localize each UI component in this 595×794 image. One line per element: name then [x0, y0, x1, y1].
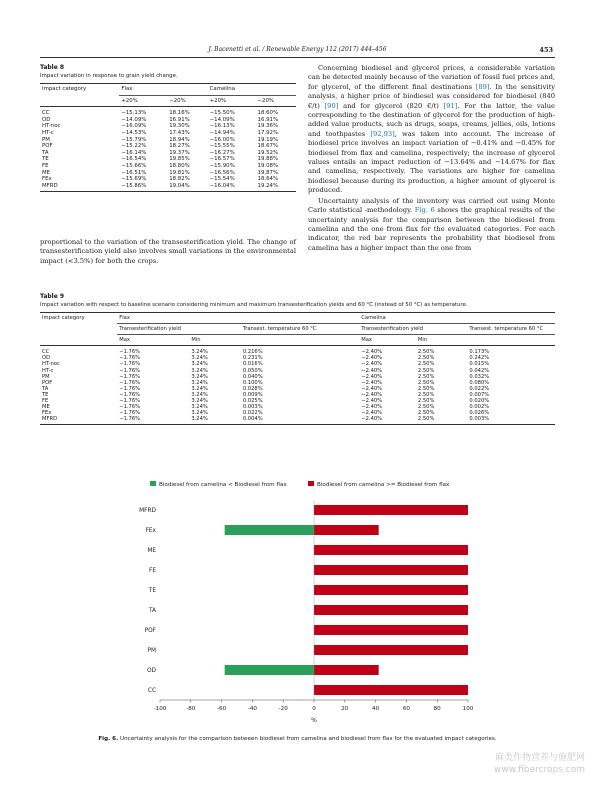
table-cell: −15.69% — [121, 176, 147, 183]
x-tick-label: -20 — [278, 706, 288, 712]
table-cell: −2.40% — [361, 373, 383, 380]
row-category: HT-c — [42, 367, 54, 374]
table-cell: 18.82% — [169, 176, 190, 183]
category-label: TE — [148, 588, 156, 594]
row-category: POF — [42, 379, 53, 386]
table-cell: 0.242% — [469, 355, 490, 362]
table-cell: −14.53% — [121, 129, 147, 136]
t9-group-camelina: Camelina — [359, 313, 555, 324]
category-label: MFRD — [139, 508, 156, 514]
table-cell: 2.50% — [417, 385, 435, 392]
table-row — [40, 130, 296, 137]
table-cell: 19.88% — [257, 156, 279, 163]
table-9 — [40, 293, 555, 425]
text-run: shows the graphical results of the uncertainty analysis for the comparison between the biodiesel from camelina and the one from flax for the evaluated categories. For each indicator, the red bar represents the probability that biodiesel from camelina has a higher impact than the one from — [308, 206, 555, 252]
table-cell: 3.24% — [191, 349, 208, 356]
table-cell: −16.14% — [121, 149, 147, 156]
table-cell: 0.050% — [242, 367, 263, 374]
t9-col-category: Impact category — [40, 313, 117, 324]
text-run: . For the latter, the value corresponding to the destination of glycerol for the production of high-added value products, such as drugs, soaps, creams, jellies, oils, lotions and toothpastes — [308, 101, 555, 138]
row-category: ME — [42, 404, 50, 411]
table-cell: 0.173% — [469, 349, 490, 356]
page-number: 453 — [539, 46, 553, 54]
row-category: FEx — [42, 410, 52, 417]
table-cell: −1.76% — [119, 373, 141, 380]
table-cell: −2.40% — [361, 398, 383, 405]
table-cell: 19.04% — [167, 183, 207, 192]
table-cell: 18.94% — [169, 136, 190, 143]
table-cell: 18.60% — [257, 110, 279, 117]
table-cell: −14.94% — [209, 129, 235, 136]
bar-chart-svg — [120, 478, 520, 733]
table-cell: −15.54% — [209, 176, 235, 183]
table-cell: 0.009% — [242, 391, 263, 398]
t9-max: Max — [117, 335, 189, 346]
table-cell: −2.40% — [359, 416, 416, 425]
table-cell: −15.66% — [121, 162, 147, 169]
table-cell: 19.52% — [257, 149, 279, 156]
table-row — [40, 176, 296, 183]
table-cell: 17.43% — [169, 129, 190, 136]
table-cell: −15.50% — [209, 110, 235, 117]
table-cell: −1.76% — [119, 404, 141, 411]
table-9-caption: Impact variation with respect to baseline scenario considering minimum and maximum transesterification yields and 60 °C (instead of 50 °C) as temperature. — [40, 302, 468, 308]
row-category: TE — [42, 156, 49, 163]
table-8-caption: Impact variation in response to grain yield change. — [40, 73, 178, 79]
table-cell: 2.50% — [416, 416, 468, 425]
bar-cc — [314, 685, 468, 695]
table-cell: 0.028% — [242, 385, 263, 392]
legend-swatch — [308, 481, 314, 486]
table-cell: −16.57% — [209, 156, 235, 163]
category-label: CC — [147, 688, 156, 694]
table-cell: −15.22% — [121, 143, 147, 150]
table-cell: 2.50% — [417, 410, 435, 417]
table-cell: 0.020% — [469, 398, 490, 405]
table-cell: −16.09% — [121, 123, 147, 130]
table-cell: −16.56% — [209, 169, 235, 176]
table-row — [40, 416, 555, 425]
table-cell: −1.76% — [119, 391, 141, 398]
table-cell: 0.002% — [469, 404, 490, 411]
row-category: ME — [42, 169, 51, 176]
t9-sub-temp: Transest. temperature 60 °C — [467, 324, 555, 335]
t9-sub-empty — [241, 335, 359, 346]
category-label: OD — [146, 668, 156, 674]
table-cell: 0.016% — [242, 361, 263, 368]
running-head: J. Bacenetti et al. / Renewable Energy 112 (2017) 444–456 — [208, 46, 387, 53]
t8-sub-empty — [40, 95, 119, 107]
table-row — [40, 163, 296, 170]
table-cell: 3.24% — [189, 416, 241, 425]
table-cell: 19.36% — [257, 123, 279, 130]
table-cell: −16.54% — [121, 156, 147, 163]
table-cell: −1.76% — [119, 361, 141, 368]
legend-swatch — [150, 481, 156, 486]
text-run: Concerning biodiesel and glycerol prices, a considerable variation can be detected mainly because of the variation of fossil fuel prices and, for glycerol, of the different final destinations — [308, 64, 555, 91]
table-cell: 2.50% — [417, 349, 435, 356]
bar-fex — [225, 525, 314, 535]
t9-min: Min — [416, 335, 468, 346]
table-row — [40, 137, 296, 144]
row-category: FEx — [42, 176, 52, 183]
row-category: POF — [42, 143, 53, 150]
bar-mfrd — [314, 505, 468, 515]
row-category: TA — [42, 385, 49, 392]
category-label: FEx — [145, 528, 156, 534]
table-8 — [40, 64, 296, 192]
table-cell: −15.55% — [209, 143, 235, 150]
table-row — [40, 107, 296, 117]
table-cell: 19.30% — [169, 123, 190, 130]
table-cell: 3.24% — [191, 367, 208, 374]
x-tick-label: 40 — [372, 706, 380, 712]
table-9-grid — [40, 312, 555, 425]
table-cell: 2.50% — [417, 391, 435, 398]
table-cell: 3.24% — [191, 373, 208, 380]
table-cell: −2.40% — [361, 385, 383, 392]
x-tick-label: -80 — [186, 706, 196, 712]
table-cell: 0.007% — [469, 391, 490, 398]
category-label: FE — [149, 568, 156, 574]
t9-sub-empty — [40, 324, 117, 335]
table-cell: 2.50% — [417, 379, 435, 386]
table-cell: 0.032% — [469, 373, 490, 380]
table-cell: 18.16% — [169, 110, 190, 117]
table-row — [40, 150, 296, 157]
t8-sub-header: +20% — [119, 95, 167, 107]
table-cell: −1.76% — [119, 355, 141, 362]
table-cell: 19.08% — [257, 162, 279, 169]
row-category: MFRD — [40, 183, 119, 192]
row-category: FE — [42, 162, 49, 169]
text-run: . In the sensitivity analysis, a higher price of biodiesel was considered for biodiesel (840 €/t) — [308, 82, 555, 110]
t8-sub-header: −20% — [256, 95, 296, 107]
right-column — [308, 64, 555, 254]
table-cell: 18.80% — [169, 162, 190, 169]
table-cell: −1.76% — [119, 410, 141, 417]
bar-te — [314, 585, 468, 595]
t8-group-camelina: Camelina — [208, 84, 296, 96]
citation-link[interactable]: [91] — [443, 101, 458, 110]
table-row — [40, 143, 296, 150]
watermark-line: www.fibercrops.com — [494, 765, 585, 775]
table-cell: 0.100% — [242, 379, 263, 386]
row-category: HT-noc — [42, 361, 60, 368]
table-cell: 2.50% — [417, 404, 435, 411]
t8-group-flax: Flax — [119, 84, 207, 96]
table-cell: −2.40% — [361, 379, 383, 386]
table-9-label: Table 9 — [40, 293, 65, 300]
bar-pof — [314, 625, 468, 635]
table-cell: 0.022% — [242, 410, 263, 417]
bar-ta — [314, 605, 468, 615]
table-cell: 3.24% — [191, 361, 208, 368]
table-cell: 18.27% — [169, 143, 190, 150]
t8-sub-header: −20% — [167, 95, 207, 107]
citation-link[interactable]: [92,93] — [370, 129, 395, 138]
row-category: CC — [42, 349, 50, 356]
table-cell: 19.87% — [257, 169, 279, 176]
header-rule — [40, 57, 555, 58]
table-cell: 0.040% — [242, 373, 263, 380]
table-cell: −2.40% — [361, 349, 383, 356]
figure-6-caption — [40, 735, 555, 743]
bar-pm — [314, 645, 468, 655]
table-8-grid — [40, 83, 296, 192]
table-cell: 16.91% — [169, 116, 190, 123]
figure-6-chart — [120, 478, 520, 733]
bar-me — [314, 545, 468, 555]
table-cell: −16.51% — [121, 169, 147, 176]
table-cell: 18.67% — [257, 143, 279, 150]
table-row — [40, 117, 296, 124]
table-cell: −2.40% — [361, 404, 383, 411]
x-tick-label: -40 — [247, 706, 257, 712]
x-tick-label: 0 — [312, 706, 316, 712]
bar-fe — [314, 565, 468, 575]
citation-link[interactable]: [90] — [324, 101, 339, 110]
category-label: ME — [147, 548, 156, 554]
x-tick-label: 80 — [433, 706, 441, 712]
x-tick-label: 100 — [462, 706, 474, 712]
row-category: OD — [42, 355, 51, 362]
t9-sub-yield: Transesterification yield — [117, 324, 241, 335]
t9-min: Min — [189, 335, 241, 346]
table-cell: 0.042% — [469, 367, 490, 374]
table-cell: 0.231% — [242, 355, 263, 362]
table-cell: 2.50% — [417, 355, 435, 362]
paragraph — [308, 197, 555, 253]
table-row — [40, 346, 555, 356]
table-cell: −16.13% — [209, 123, 235, 130]
x-tick-label: 60 — [402, 706, 410, 712]
table-cell: 0.022% — [469, 385, 490, 392]
table-cell: 0.216% — [242, 349, 263, 356]
table-cell: 3.24% — [191, 404, 208, 411]
table-cell: 2.50% — [417, 361, 435, 368]
text-run: and for glycerol (820 €/t) — [338, 101, 444, 110]
watermark-line: 麻类作物营养与施肥网 — [494, 753, 585, 763]
table-row — [40, 183, 296, 192]
table-cell: −16.04% — [208, 183, 256, 192]
t9-group-flax: Flax — [117, 313, 359, 324]
table-cell: −1.76% — [119, 379, 141, 386]
t9-sub-temp: Transest. temperature 60 °C — [241, 324, 359, 335]
t9-max: Max — [359, 335, 416, 346]
table-cell: −1.76% — [119, 385, 141, 392]
x-axis-label: % — [311, 717, 317, 724]
table-cell: 3.24% — [191, 410, 208, 417]
table-cell: 18.64% — [257, 176, 279, 183]
x-tick-label: -100 — [153, 706, 167, 712]
table-cell: 17.92% — [257, 129, 279, 136]
table-row — [40, 156, 296, 163]
x-tick-label: -60 — [217, 706, 227, 712]
citation-link[interactable]: [89] — [475, 82, 490, 91]
table-cell: 0.026% — [469, 410, 490, 417]
table-cell: −14.09% — [209, 116, 235, 123]
table-cell: 2.50% — [417, 373, 435, 380]
figure-caption-text: Uncertainty analysis for the comparison between biodiesel from camelina and biodiesel from flax for the evaluated impact categories. — [118, 736, 497, 742]
figure-label: Fig. 6. — [98, 736, 119, 742]
table-cell: −15.90% — [209, 162, 235, 169]
table-row — [40, 123, 296, 130]
text-run: Uncertainty analysis of the inventory was carried out using Monte Carlo statistical -methodology. — [308, 196, 555, 215]
table-cell: 0.004% — [241, 416, 359, 425]
table-cell: −15.13% — [121, 110, 147, 117]
table-cell: −16.00% — [209, 136, 235, 143]
category-label: TA — [148, 608, 156, 614]
table-cell: 3.24% — [191, 391, 208, 398]
t9-sub-yield: Transesterification yield — [359, 324, 467, 335]
table-cell: −16.27% — [209, 149, 235, 156]
t8-sub-header: +20% — [208, 95, 256, 107]
row-category: HT-c — [42, 129, 54, 136]
row-category: FE — [42, 398, 49, 405]
table-cell: −2.40% — [361, 367, 383, 374]
bar-od — [314, 665, 379, 675]
t9-sub-empty — [467, 335, 555, 346]
table-cell: 0.003% — [242, 404, 263, 411]
row-category: CC — [42, 110, 50, 117]
table-cell: 19.85% — [169, 156, 190, 163]
table-cell: −14.09% — [121, 116, 147, 123]
table-cell: 2.50% — [417, 367, 435, 374]
table-cell: −2.40% — [361, 355, 383, 362]
table-cell: 3.24% — [191, 385, 208, 392]
row-category: PM — [42, 373, 50, 380]
row-category: PM — [42, 136, 50, 143]
table-cell: −2.40% — [361, 410, 383, 417]
table-cell: 0.015% — [469, 361, 490, 368]
table-cell: 16.91% — [257, 116, 279, 123]
watermark — [494, 752, 585, 776]
row-category: HT-noc — [42, 123, 61, 130]
table-cell: −2.40% — [361, 361, 383, 368]
bar-fex — [314, 525, 379, 535]
left-paragraph: proportional to the variation of the transesterification yield. The change of transesterification yield also involves small variations in the environmental impact (<3.5%) for both the crops. — [40, 238, 296, 265]
bar-od — [225, 665, 314, 675]
category-label: POF — [144, 628, 156, 634]
table-cell: −15.86% — [119, 183, 167, 192]
row-category: MFRD — [40, 416, 117, 425]
table-cell: 2.50% — [417, 398, 435, 405]
figure-link[interactable]: Fig. 6 — [414, 206, 435, 215]
table-cell: −1.76% — [117, 416, 189, 425]
table-cell: −1.76% — [119, 349, 141, 356]
legend-label: Biodiesel from camelina < Biodiesel from flax — [159, 482, 287, 488]
table-cell: 3.24% — [191, 379, 208, 386]
row-category: TE — [42, 391, 49, 398]
x-tick-label: 20 — [341, 706, 349, 712]
table-cell: −15.79% — [121, 136, 147, 143]
paragraph — [308, 64, 555, 196]
t9-sub-empty — [40, 335, 117, 346]
table-cell: 19.19% — [257, 136, 279, 143]
table-cell: 19.37% — [169, 149, 190, 156]
table-cell: 0.080% — [469, 379, 490, 386]
row-category: TA — [42, 149, 49, 156]
table-8-label: Table 8 — [40, 64, 65, 71]
table-cell: −2.40% — [361, 391, 383, 398]
table-cell: 19.24% — [256, 183, 296, 192]
table-cell: 3.24% — [191, 398, 208, 405]
table-cell: 19.81% — [169, 169, 190, 176]
table-cell: −1.76% — [119, 398, 141, 405]
table-cell: 3.24% — [191, 355, 208, 362]
table-cell: −1.76% — [119, 367, 141, 374]
row-category: OD — [42, 116, 51, 123]
legend-label: Biodiesel from camelina >= Biodiesel from flax — [317, 482, 450, 488]
text-run: , was taken into account. The increase of biodiesel price involves an impact variation of −0.41% and −0.45% for biodiesel from flax and camelina, respectively; the increase of glycerol values entails an impact reduction of −13.64% and −14.67% for flax and camelina, respectively. The variations are higher for camelina biodiesel because during its production, a higher amount of glycerol is produced. — [308, 129, 555, 195]
category-label: PM — [147, 648, 156, 654]
table-cell: 0.003% — [467, 416, 555, 425]
table-cell: 0.025% — [242, 398, 263, 405]
t8-col-category: Impact category — [40, 84, 119, 96]
table-row — [40, 170, 296, 177]
